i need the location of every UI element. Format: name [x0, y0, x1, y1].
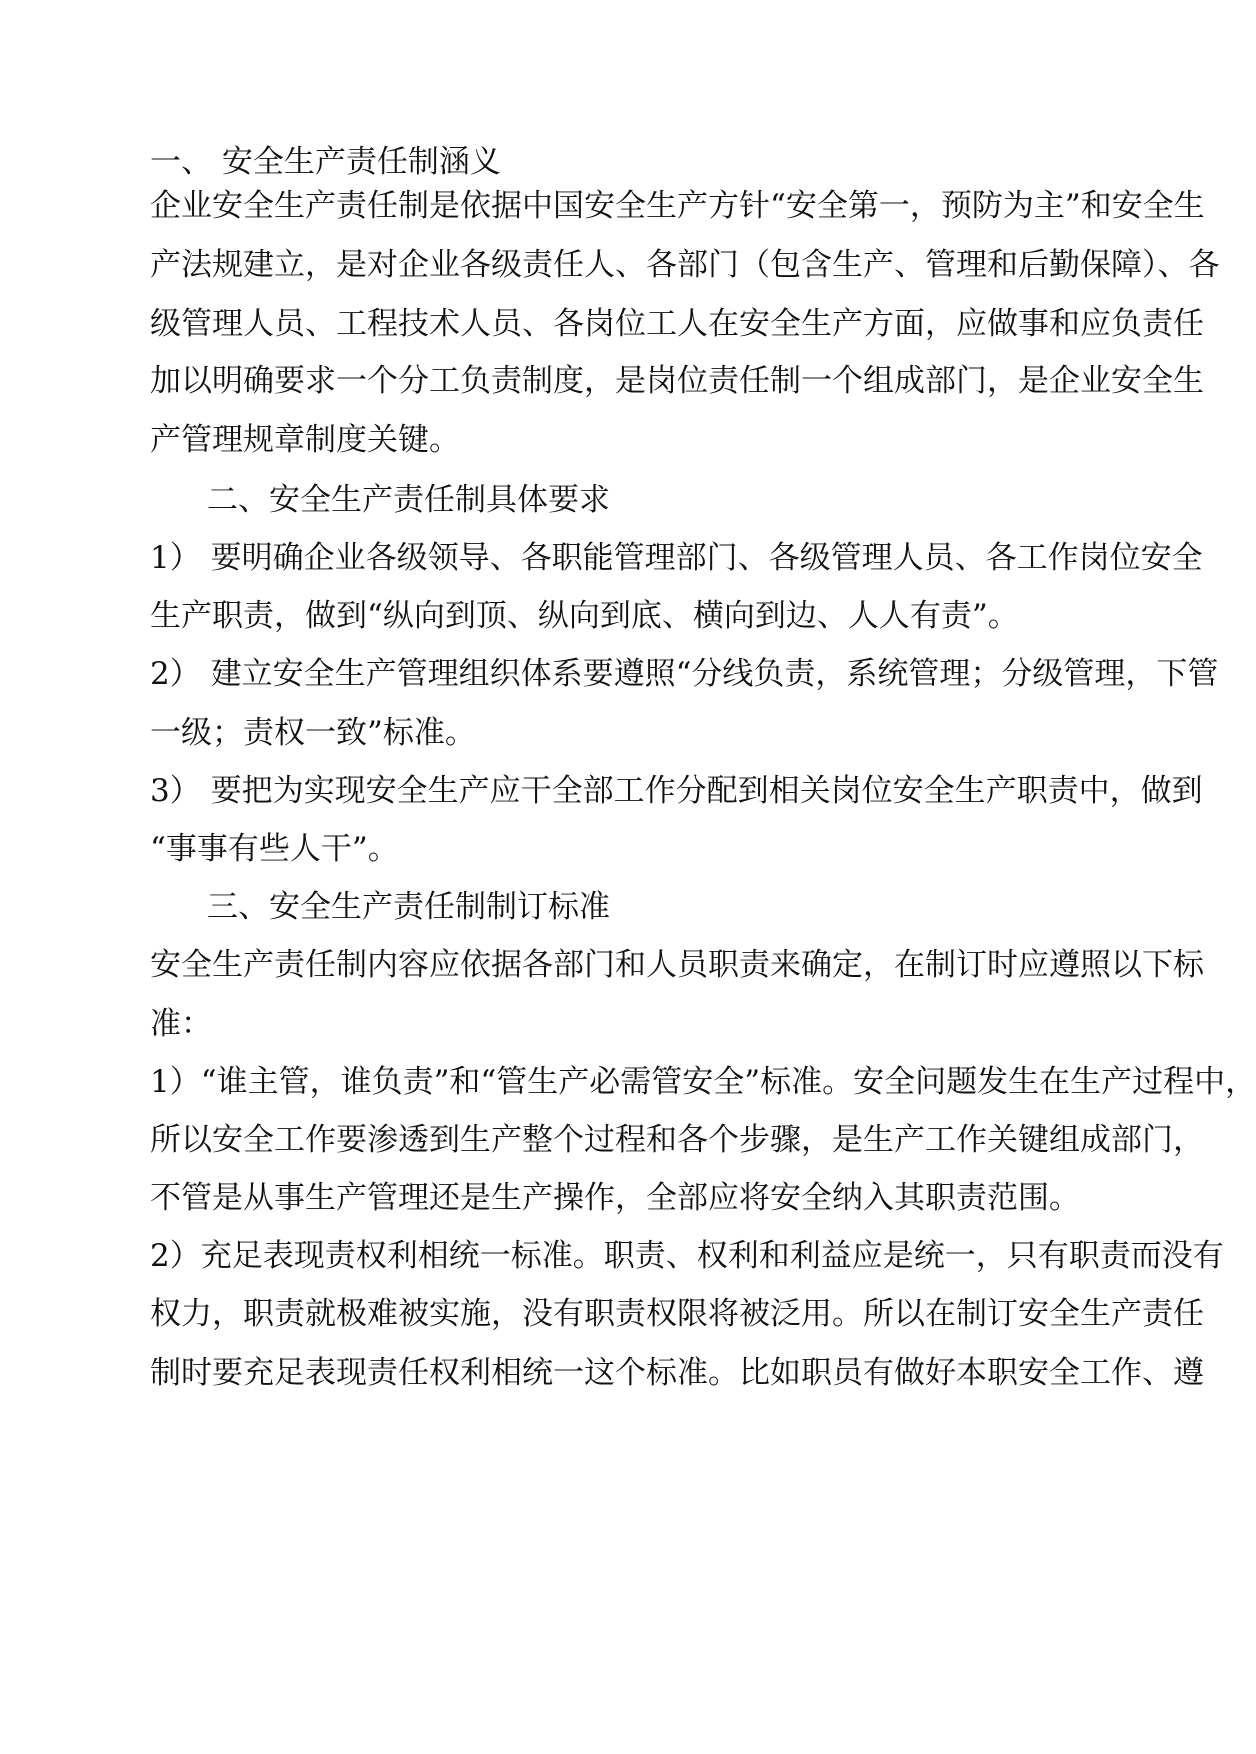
paragraph-line: 加以明确要求一个分工负责制度，是岗位责任制一个组成部门，是企业安全生 — [150, 363, 1204, 399]
list-item-line: 所以安全工作要渗透到生产整个过程和各个步骤，是生产工作关键组成部门， — [150, 1122, 1204, 1158]
list-item-line: 3） 要把为实现安全生产应干全部工作分配到相关岗位安全生产职责中，做到 — [150, 773, 1203, 809]
list-item-line: 1）“谁主管，谁负责”和“管生产必需管安全”标准。安全问题发生在生产过程中， — [150, 1064, 1256, 1100]
paragraph-line: 产法规建立，是对企业各级责任人、各部门（包含生产、管理和后勤保障）、各 — [150, 247, 1220, 283]
list-item-line: 生产职责，做到“纵向到顶、纵向到底、横向到边、人人有责”。 — [150, 598, 1019, 634]
list-item-line: “事事有些人干”。 — [150, 831, 399, 867]
list-item-line: 不管是从事生产管理还是生产操作，全部应将安全纳入其职责范围。 — [150, 1180, 1080, 1216]
list-item-line: 一级；责权一致”标准。 — [150, 715, 476, 751]
paragraph-line: 企业安全生产责任制是依据中国安全生产方针“安全第一，预防为主”和安全生 — [150, 188, 1205, 224]
heading-1: 一、 安全生产责任制涵义 — [150, 144, 501, 180]
heading-3: 三、安全生产责任制制订标准 — [207, 889, 610, 925]
list-item-line: 2） 建立安全生产管理组织体系要遵照“分线负责，系统管理；分级管理，下管 — [150, 656, 1219, 692]
list-item-line: 1） 要明确企业各级领导、各职能管理部门、各级管理人员、各工作岗位安全 — [150, 540, 1203, 576]
paragraph-line: 级管理人员、工程技术人员、各岗位工人在安全生产方面，应做事和应负责任 — [150, 306, 1204, 342]
paragraph-line: 安全生产责任制内容应依据各部门和人员职责来确定，在制订时应遵照以下标 — [150, 947, 1204, 983]
list-item-line: 制时要充足表现责任权利相统一这个标准。比如职员有做好本职安全工作、遵 — [150, 1355, 1204, 1391]
list-item-line: 权力，职责就极难被实施，没有职责权限将被泛用。所以在制订安全生产责任 — [150, 1296, 1204, 1332]
paragraph-line: 准： — [150, 1006, 212, 1042]
list-item-line: 2）充足表现责权利相统一标准。职责、权利和利益应是统一，只有职责而没有 — [150, 1238, 1224, 1274]
paragraph-line: 产管理规章制度关键。 — [150, 422, 460, 458]
heading-2: 二、安全生产责任制具体要求 — [207, 482, 610, 518]
